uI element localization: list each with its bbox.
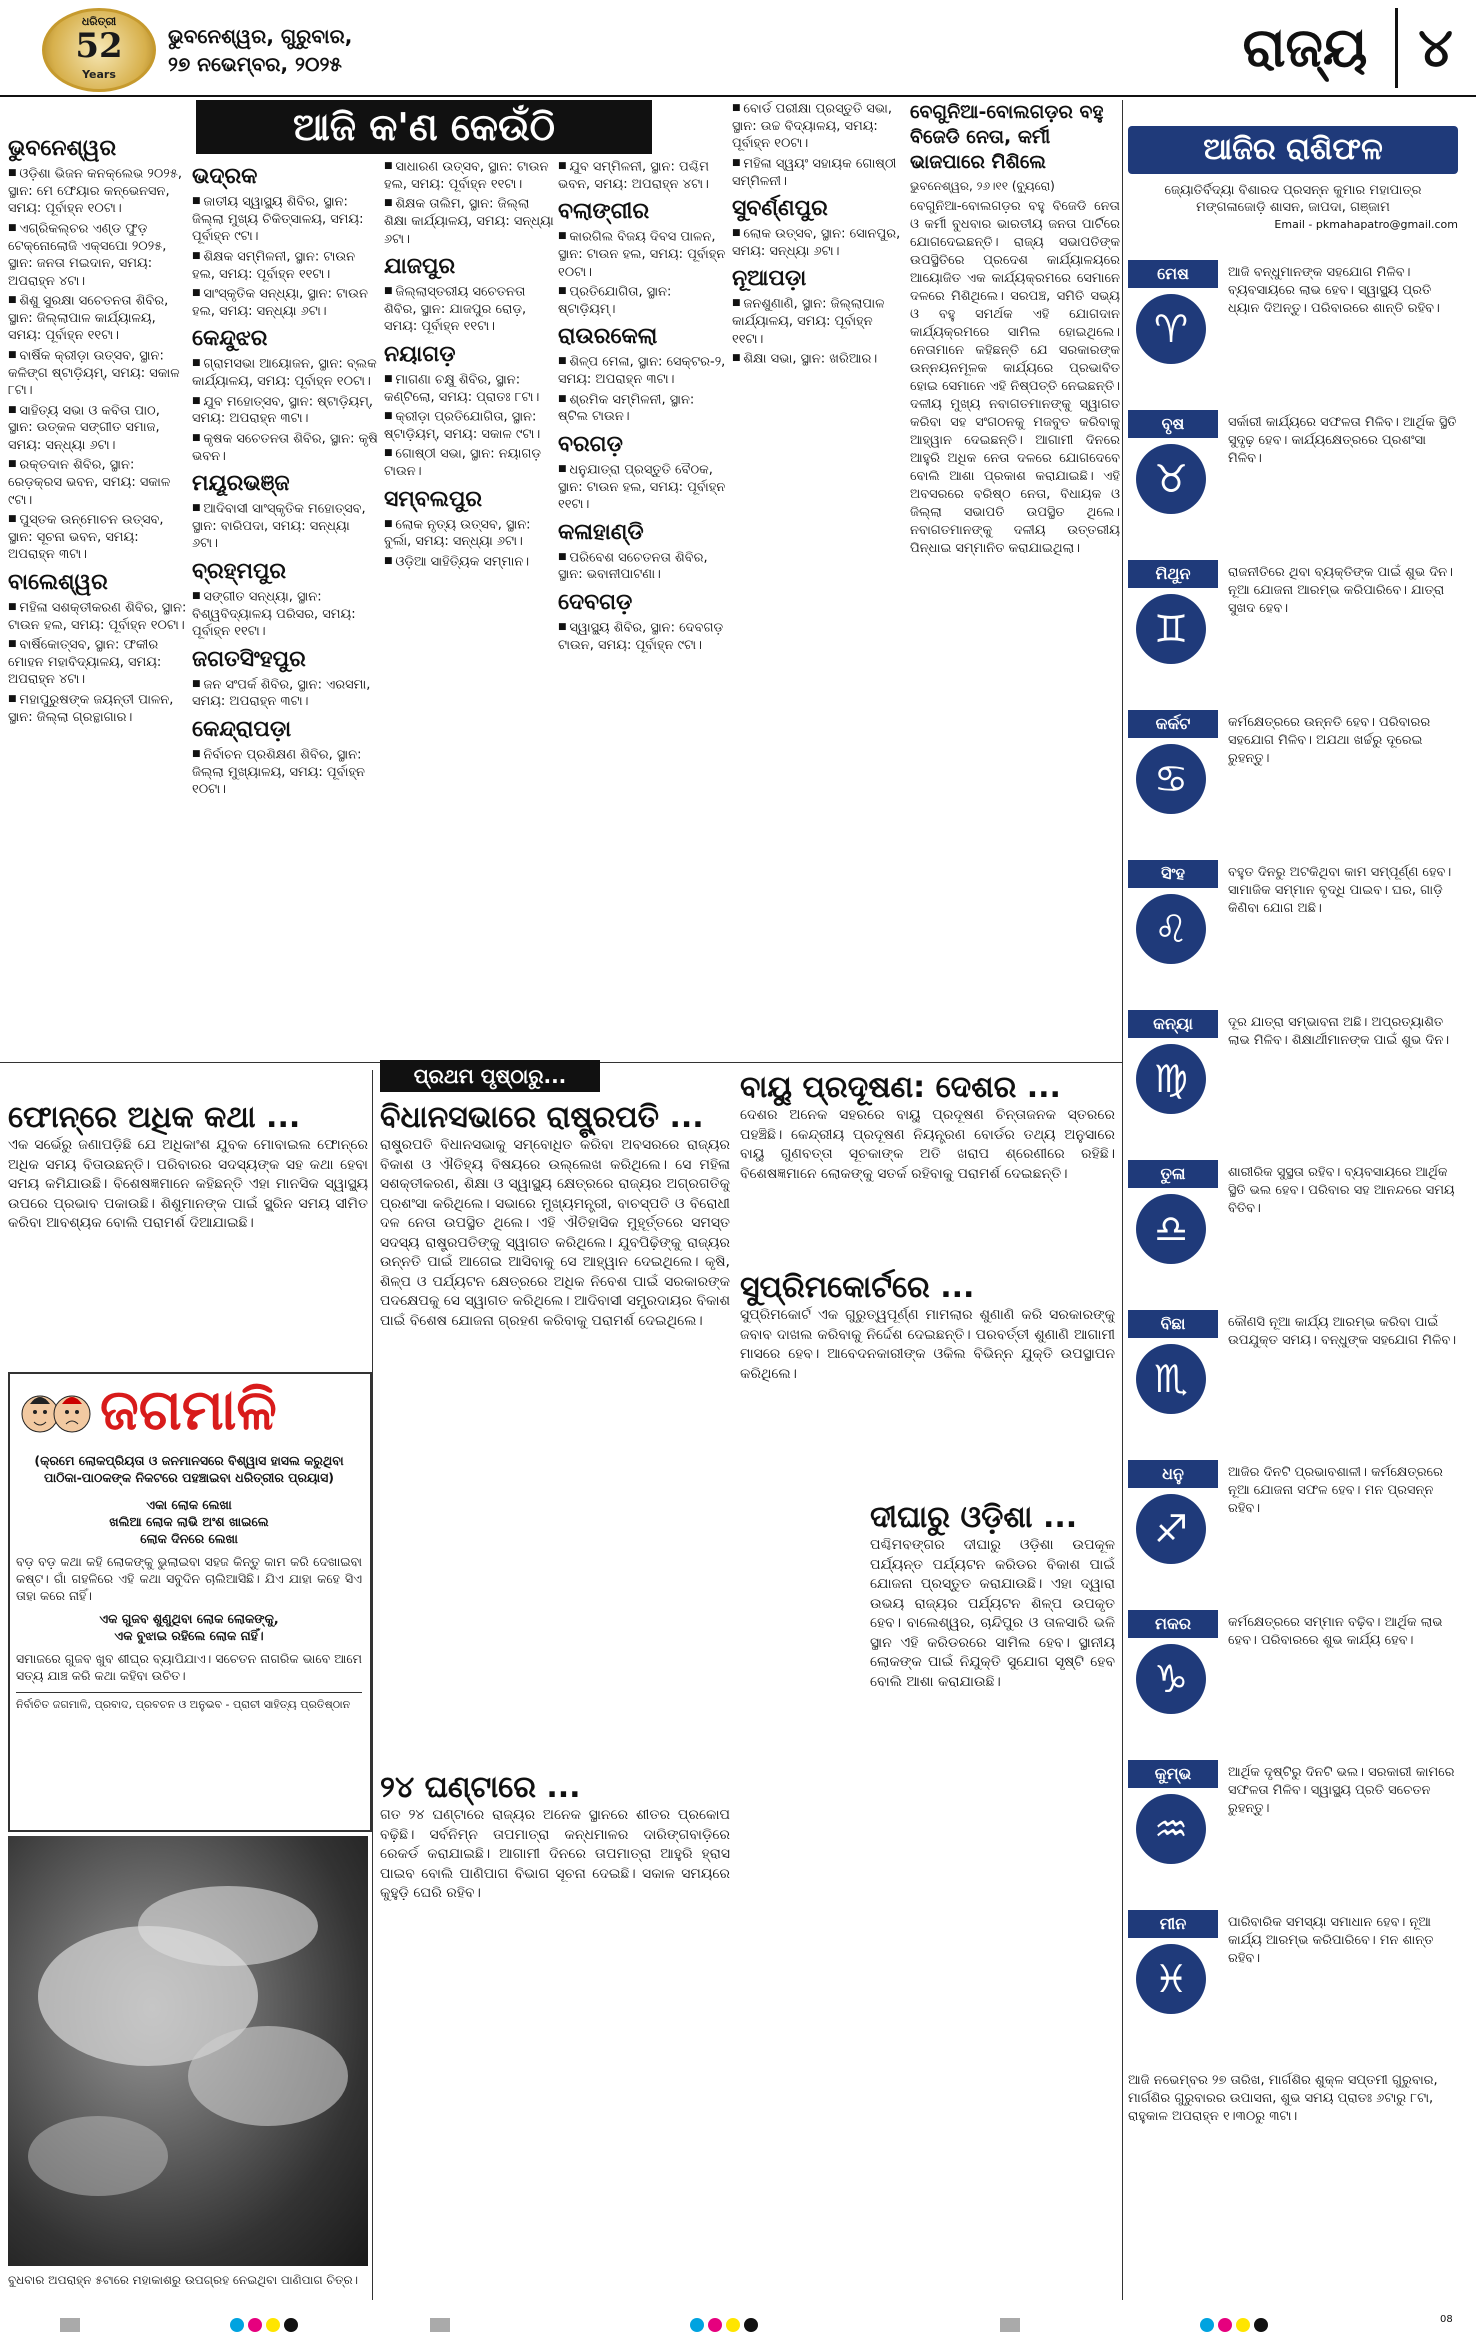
jagamali-credit: ନିର୍ବାଚିତ ଜଗମାଳି, ପ୍ରବାଦ, ପ୍ରବଚନ ଓ ଅନୁଭବ - ପ୍ରାଚୀ ସାହିତ୍ୟ ପ୍ରତିଷ୍ଠାନ [16,1692,362,1713]
zodiac-sign [1128,710,1458,858]
story-air-pollution-body: ଦେଶର ଅନେକ ସହରରେ ବାୟୁ ପ୍ରଦୂଷଣ ଚିନ୍ତାଜନକ ସ୍ତରରେ ପହଞ୍ଚିଛି। କେନ୍ଦ୍ରୀୟ ପ୍ରଦୂଷଣ ନିୟନ୍ତ୍ରଣ ବୋର୍ଡର ତଥ୍ୟ ଅନୁସାରେ ବାୟୁ ଗୁଣବତ୍ତା ସୂଚକାଙ୍କ ଅତି ଖରାପ ଶ୍ରେଣୀରେ ରହିଛି। ବିଶେଷଜ୍ଞମାନେ ଲୋକଙ୍କୁ ସତର୍କ ରହିବାକୁ ପରାମର୍ଶ ଦେଇଛନ୍ତି। [740,1107,1115,1182]
astrologer-block [1128,182,1458,233]
events-district-heading: କେନ୍ଦୁଝର [192,326,268,352]
event-item: ■ ସାଂସ୍କୃତିକ ସନ୍ଧ୍ୟା, ସ୍ଥାନ: ଟାଉନ ହଲ, ସମୟ: ସନ୍ଧ୍ୟା ୬ଟା। [192,285,378,320]
event-item: ■ ମାଗଣା ଚକ୍ଷୁ ଶିବିର, ସ୍ଥାନ: କଣ୍ଟିଲୋ, ସମୟ: ପ୍ରାତଃ ୮ଟା। [384,371,554,406]
events-district-heading: ଜଗତସିଂହପୁର [192,646,306,672]
black-dot [744,2318,758,2332]
story-president-headline: ବିଧାନସଭାରେ ରାଷ୍ଟ୍ରପତି ... [380,1100,704,1135]
events-district-heading: ଭଦ୍ରକ [192,164,258,189]
event-item: ■ ଶିକ୍ଷକ ତାଲିମ, ସ୍ଥାନ: ଜିଲ୍ଲା ଶିକ୍ଷା କାର୍ଯ୍ୟାଳୟ, ସମୟ: ସନ୍ଧ୍ୟା ୬ଟା। [384,195,554,248]
jagamali-line-4: ଏକ ଗୁଜବ ଶୁଣୁଥିବା ଲୋକ ଲୋକଙ୍କୁ, [99,1611,279,1626]
yellow-dot [726,2318,740,2332]
lead-story-dateline: ଭୁବନେଶ୍ୱର, ୨୬।୧୧ (ବ୍ୟୁରୋ) [910,179,1055,193]
jagamali-content [16,1452,362,1822]
event-item: ■ ନିର୍ବାଚନ ପ୍ରଶିକ୍ଷଣ ଶିବିର, ସ୍ଥାନ: ଜିଲ୍ଲା ମୁଖ୍ୟାଳୟ, ସମୟ: ପୂର୍ବାହ୍ନ ୧୦ଟା। [192,746,378,799]
event-item: ■ ସାହିତ୍ୟ ସଭା ଓ କବିତା ପାଠ, ସ୍ଥାନ: ଉତ୍କଳ ସଙ୍ଗୀତ ସମାଜ, ସମୟ: ସନ୍ଧ୍ୟା ୬ଟା। [8,402,188,455]
magenta-dot [248,2318,262,2332]
dateline [168,22,352,78]
zodiac-sign-name: ବିଛା [1128,1310,1218,1338]
registration-square [60,2318,80,2332]
events-column-5 [732,100,902,1060]
zodiac-symbol-icon: ♈ [1136,294,1206,364]
zodiac-symbol-icon: ♐ [1136,1494,1206,1564]
story-president [380,1100,730,1520]
zodiac-sign-name: କର୍କଟ [1128,710,1218,738]
story-phone-headline: ଫୋନ୍‌ରେ ଅଧିକ କଥା ... [8,1100,301,1135]
black-dot [1254,2318,1268,2332]
events-column-1 [8,130,188,1060]
story-24-hours-body: ଗତ ୨୪ ଘଣ୍ଟାରେ ରାଜ୍ୟର ଅନେକ ସ୍ଥାନରେ ଶୀତର ପ୍ରକୋପ ବଢ଼ିଛି। ସର୍ବନିମ୍ନ ତାପମାତ୍ରା କନ୍ଧମାଳର ଦାରିଙ୍ଗବାଡ଼ିରେ ରେକର୍ଡ କରାଯାଇଛି। ଆଗାମୀ ଦିନରେ ତାପମାତ୍ରା ଆହୁରି ହ୍ରାସ ପାଇବ ବୋଲି ପାଣିପାଗ ବିଭାଗ ସୂଚନା ଦେଇଛି। ସକାଳ ସମୟରେ କୁହୁଡ଼ି ଘେରି ରହିବ। [380,1807,730,1901]
events-column-4 [558,158,728,1060]
events-district-heading: ନୟାଗଡ଼ [384,341,456,367]
jagamali-line-5: ଏକ ବୁଝାଇ ରହିଲେ ଲୋକ ନାହିଁ। [114,1628,264,1643]
events-district-heading: ବ୍ରହ୍ମପୁର [192,558,287,584]
story-president-body: ରାଷ୍ଟ୍ରପତି ବିଧାନସଭାକୁ ସମ୍ବୋଧିତ କରିବା ଅବସରରେ ରାଜ୍ୟର ବିକାଶ ଓ ଐତିହ୍ୟ ବିଷୟରେ ଉଲ୍ଲେଖ କରିଥିଲେ। ସେ ମହିଳା ସଶକ୍ତୀକରଣ, ଶିକ୍ଷା ଓ ସ୍ୱାସ୍ଥ୍ୟ କ୍ଷେତ୍ରରେ ରାଜ୍ୟର ଅଗ୍ରଗତିକୁ ପ୍ରଶଂସା କରିଥିଲେ। ସଭାରେ ମୁଖ୍ୟମନ୍ତ୍ରୀ, ବାଚସ୍ପତି ଓ ବିରୋଧୀ ଦଳ ନେତା ଉପସ୍ଥିତ ଥିଲେ। ଏହି ଐତିହାସିକ ମୁହୂର୍ତ୍ତରେ ସମସ୍ତ ସଦସ୍ୟ ରାଷ୍ଟ୍ରପତିଙ୍କୁ ସ୍ୱାଗତ କରିଥିଲେ। ଯୁବପିଢ଼ିଙ୍କୁ ରାଜ୍ୟର ଉନ୍ନତି ପାଇଁ ଆଗେଇ ଆସିବାକୁ ସେ ଆହ୍ୱାନ ଦେଇଥିଲେ। କୃଷି, ଶିଳ୍ପ ଓ ପର୍ଯ୍ୟଟନ କ୍ଷେତ୍ରରେ ଅଧିକ ନିବେଶ ପାଇଁ ସରକାରଙ୍କ ପଦକ୍ଷେପକୁ ସେ ସ୍ୱାଗତ କରିଥିଲେ। ଆଦିବାସୀ ସମ୍ପ୍ରଦାୟର ବିକାଶ ପାଇଁ ବିଶେଷ ଯୋଜନା ଗ୍ରହଣ କରିବାକୁ ପରାମର୍ଶ ଦେଇଥିଲେ। [380,1137,730,1329]
zodiac-sign [1128,1610,1458,1758]
event-item: ■ ବାର୍ଷିକୋତ୍ସବ, ସ୍ଥାନ: ଫକୀର ମୋହନ ମହାବିଦ୍ୟାଳୟ, ସମୟ: ଅପରାହ୍ନ ୪ଟା। [8,636,188,689]
event-item: ■ ଶିଳ୍ପ ମେଳା, ସ୍ଥାନ: ସେକ୍ଟର-୨, ସମୟ: ଅପରାହ୍ନ ୩ଟା। [558,353,728,388]
events-district-heading: ବଲାଙ୍ଗୀର [558,199,650,225]
event-item: ■ ଓଡ଼ିଆ ସାହିତ୍ୟିକ ସମ୍ମାନ। [384,553,554,571]
zodiac-sign [1128,260,1458,408]
zodiac-sign [1128,1160,1458,1308]
zodiac-symbol-icon: ♌ [1136,894,1206,964]
lead-story [910,100,1120,1060]
event-item: ■ ପୁସ୍ତକ ଉନ୍ମୋଚନ ଉତ୍ସବ, ସ୍ଥାନ: ସୂଚନା ଭବନ, ସମୟ: ଅପରାହ୍ନ ୩ଟା। [8,511,188,564]
zodiac-sign-name: ଧନୁ [1128,1460,1218,1488]
rule-right [1122,100,1123,2300]
astrologer-name: ଜ୍ୟୋତିର୍ବିଦ୍ୟା ବିଶାରଦ ପ୍ରସନ୍ନ କୁମାର ମହାପାତ୍ର [1164,183,1422,198]
event-item: ■ ଆଦିବାସୀ ସାଂସ୍କୃତିକ ମହୋତ୍ସବ, ସ୍ଥାନ: ବାରିପଦା, ସମୟ: ସନ୍ଧ୍ୟା ୬ଟା। [192,500,378,553]
lead-story-headline: ବେଗୁନିଆ-ବୋଲଗଡ଼ର ବହୁ ବିଜେଡି ନେତା, କର୍ମୀ ଭାଜପାରେ ମିଶିଲେ [910,101,1104,173]
event-item: ■ କୃଷକ ସଚେତନତା ଶିବିର, ସ୍ଥାନ: କୃଷି ଭବନ। [192,430,378,465]
events-district-heading: କେନ୍ଦ୍ରାପଡ଼ା [192,716,292,742]
satellite-weather-image [8,1836,368,2266]
panjika: ଆଜି ନଭେମ୍ବର ୨୭ ତାରିଖ, ମାର୍ଗଶିର ଶୁକ୍ଳ ସପ୍ତମୀ ଗୁରୁବାର, ମାର୍ଗଶିର ଗୁରୁବାରର ଉପାସନା, ଶୁଭ ସମୟ ପ୍ରାତଃ ୬ଟାରୁ ୮ଟା, ରାହୁକାଳ ଅପରାହ୍ନ ୧।୩୦ରୁ ୩ଟା। [1128,2073,1438,2124]
zodiac-prediction: ଆଜିର ଦିନଟି ପ୍ରଭାବଶାଳୀ। କର୍ମକ୍ଷେତ୍ରରେ ନୂଆ ଯୋଜନା ସଫଳ ହେବ। ମନ ପ୍ରସନ୍ନ ରହିବ। [1228,1465,1443,1516]
jagamali-line-2: ଖଲିଆ ଲୋକ ଲାଭି ଅଂଶ ଖାଇଲେ [109,1514,269,1529]
events-district-heading: ଭୁବନେଶ୍ୱର [8,136,117,161]
story-air-pollution [740,1070,1115,1260]
rule-left [372,1070,373,2300]
event-item: ■ ଶିଶୁ ସୁରକ୍ଷା ସଚେତନତା ଶିବିର, ସ୍ଥାନ: ଜିଲ୍ଲାପାଳ କାର୍ଯ୍ୟାଳୟ, ସମୟ: ପୂର୍ବାହ୍ନ ୧୧ଟା। [8,292,188,345]
event-item: ■ ବୋର୍ଡ ପରୀକ୍ଷା ପ୍ରସ୍ତୁତି ସଭା, ସ୍ଥାନ: ଉଚ୍ଚ ବିଦ୍ୟାଳୟ, ସମୟ: ପୂର୍ବାହ୍ନ ୧୦ଟା। [732,100,902,153]
zodiac-sign [1128,560,1458,708]
logo-number: 52 [75,26,123,66]
event-item: ■ ସଙ୍ଗୀତ ସନ୍ଧ୍ୟା, ସ୍ଥାନ: ବିଶ୍ୱବିଦ୍ୟାଳୟ ପରିସର, ସମୟ: ପୂର୍ବାହ୍ନ ୧୧ଟା। [192,588,378,641]
event-item: ■ ମହିଳା ସଶକ୍ତୀକରଣ ଶିବିର, ସ୍ଥାନ: ଟାଉନ ହଲ, ସମୟ: ପୂର୍ବାହ୍ନ ୧୦ଟା। [8,599,188,634]
zodiac-symbol-icon: ♓ [1136,1944,1206,2014]
footer-page-code: 08 [1440,2314,1453,2325]
jagamali-body-2: ସମାଜରେ ଗୁଜବ ଖୁବ ଶୀଘ୍ର ବ୍ୟାପିଯାଏ। ସଚେତନ ନାଗରିକ ଭାବେ ଆମେ ସତ୍ୟ ଯାଞ୍ଚ କରି କଥା କହିବା ଉଚିତ। [16,1651,362,1683]
event-item: ■ କ୍ରୀଡ଼ା ପ୍ରତିଯୋଗିତା, ସ୍ଥାନ: ଷ୍ଟାଡ଼ିୟମ୍, ସମୟ: ସକାଳ ୯ଟା। [384,408,554,443]
event-item: ■ ସାଧାରଣ ଉତ୍ସବ, ସ୍ଥାନ: ଟାଉନ ହଲ, ସମୟ: ପୂର୍ବାହ୍ନ ୧୧ଟା। [384,158,554,193]
dateline-date: ୨୭ ନଭେମ୍ବର, ୨୦୨୫ [168,52,342,76]
registration-square [1000,2318,1020,2332]
zodiac-prediction: ବହୁତ ଦିନରୁ ଅଟକିଥିବା କାମ ସମ୍ପୂର୍ଣ୍ଣ ହେବ। ସାମାଜିକ ସମ୍ମାନ ବୃଦ୍ଧି ପାଇବ। ଘର, ଗାଡ଼ି କିଣିବା ଯୋଗ ଅଛି। [1228,865,1452,916]
zodiac-prediction: ଶାରୀରିକ ସୁସ୍ଥତା ରହିବ। ବ୍ୟବସାୟରେ ଆର୍ଥିକ ସ୍ଥିତି ଭଲ ହେବ। ପରିବାର ସହ ଆନନ୍ଦରେ ସମୟ ବିତିବ। [1228,1165,1455,1216]
event-item: ■ ରକ୍ତଦାନ ଶିବିର, ସ୍ଥାନ: ରେଡ଼କ୍ରସ ଭବନ, ସମୟ: ସକାଳ ୯ଟା। [8,456,188,509]
zodiac-symbol-icon: ♑ [1136,1644,1206,1714]
jagamali-body: ବଡ଼ ବଡ଼ କଥା କହି ଲୋକଙ୍କୁ ଭୁଲାଇବା ସହଜ କିନ୍ତୁ କାମ କରି ଦେଖାଇବା କଷ୍ଟ। ଗାଁ ଗହଳିରେ ଏହି କଥା ସବୁଦିନ ଚାଲିଆସିଛି। ଯିଏ ଯାହା କହେ ସିଏ ତାହା କରେ ନାହିଁ। [16,1554,362,1603]
cyan-dot [230,2318,244,2332]
yellow-dot [266,2318,280,2332]
zodiac-sign-name: ତୁଳା [1128,1160,1218,1188]
black-dot [284,2318,298,2332]
event-item: ■ ଗୋଷ୍ଠୀ ସଭା, ସ୍ଥାନ: ନୟାଗଡ଼ ଟାଉନ। [384,445,554,480]
zodiac-sign-name: କୁମ୍ଭ [1128,1760,1218,1788]
zodiac-prediction: ଦୂର ଯାତ୍ରା ସମ୍ଭାବନା ଅଛି। ଅପ୍ରତ୍ୟାଶିତ ଲାଭ ମିଳିବ। ଶିକ୍ଷାର୍ଥୀମାନଙ୍କ ପାଇଁ ଶୁଭ ଦିନ। [1228,1015,1450,1048]
zodiac-sign [1128,1760,1458,1908]
print-footer [0,2310,1476,2339]
event-item: ■ ମହିଳା ସ୍ୱୟଂ ସହାୟକ ଗୋଷ୍ଠୀ ସମ୍ମିଳନୀ। [732,155,902,190]
jagamali-cartoon [16,1384,96,1450]
logo-sub: Years [82,68,116,81]
zodiac-symbol-icon: ♒ [1136,1794,1206,1864]
zodiac-symbol-icon: ♏ [1136,1344,1206,1414]
anniversary-logo [42,8,156,92]
event-item: ■ ଧନୁଯାତ୍ରା ପ୍ରସ୍ତୁତି ବୈଠକ, ସ୍ଥାନ: ଟାଉନ ହଲ, ସମୟ: ପୂର୍ବାହ୍ନ ୧୧ଟା। [558,461,728,514]
zodiac-prediction: କର୍ମକ୍ଷେତ୍ରରେ ଉନ୍ନତି ହେବ। ପରିବାରର ସହଯୋଗ ମିଳିବ। ଅଯଥା ଖର୍ଚ୍ଚରୁ ଦୂରେଇ ରୁହନ୍ତୁ। [1228,715,1431,766]
event-item: ■ ଲୋକ ଉତ୍ସବ, ସ୍ଥାନ: ସୋନପୁର, ସମୟ: ସନ୍ଧ୍ୟା ୬ଟା। [732,225,902,260]
event-item: ■ ଶିକ୍ଷା ସଭା, ସ୍ଥାନ: ଖରିଆର। [732,350,902,368]
satellite-caption: ବୁଧବାର ଅପରାହ୍ନ ୫ଟାରେ ମହାକାଶରୁ ଉପଗ୍ରହ ନେଇଥିବା ପାଣିପାଗ ଚିତ୍ର। [8,2273,358,2287]
events-district-heading: ମୟୂରଭଞ୍ଜ [192,471,290,496]
masthead [0,0,1476,97]
story-24-hours [380,1770,730,2290]
astrologer-email: Email - pkmahapatro@gmail.com [1274,218,1458,231]
magenta-dot [708,2318,722,2332]
zodiac-sign [1128,1910,1458,2058]
event-item: ■ ଗ୍ରାମସଭା ଆୟୋଜନ, ସ୍ଥାନ: ବ୍ଲକ କାର୍ଯ୍ୟାଳୟ, ସମୟ: ପୂର୍ବାହ୍ନ ୧୦ଟା। [192,355,378,390]
events-district-heading: ସୁବର୍ଣ୍ଣପୁର [732,196,828,221]
events-district-heading: ଦେବଗଡ଼ [558,589,633,615]
event-item: ■ ଓଡ଼ିଶା ଭିଜନ କନକ୍ଲେଭ ୨୦୨୫, ସ୍ଥାନ: ମେ ଫେୟାର କନ୍ଭେନସନ, ସମୟ: ପୂର୍ବାହ୍ନ ୧୦ଟା। [8,165,188,218]
zodiac-symbol-icon: ♍ [1136,1044,1206,1114]
story-supreme-court [740,1270,1115,1470]
story-supreme-court-body: ସୁପ୍ରିମକୋର୍ଟ ଏକ ଗୁରୁତ୍ୱପୂର୍ଣ୍ଣ ମାମଲାର ଶୁଣାଣି କରି ସରକାରଙ୍କୁ ଜବାବ ଦାଖଲ କରିବାକୁ ନିର୍ଦ୍ଦେଶ ଦେଇଛନ୍ତି। ପରବର୍ତ୍ତୀ ଶୁଣାଣି ଆଗାମୀ ମାସରେ ହେବ। ଆବେଦନକାରୀଙ୍କ ଓକିଲ ବିଭିନ୍ନ ଯୁକ୍ତି ଉପସ୍ଥାପନ କରିଥିଲେ। [740,1307,1115,1382]
story-phone [8,1100,368,1366]
zodiac-prediction: ପାରିବାରିକ ସମସ୍ୟା ସମାଧାନ ହେବ। ନୂଆ କାର୍ଯ୍ୟ ଆରମ୍ଭ କରିପାରିବେ। ମନ ଶାନ୍ତ ରହିବ। [1228,1915,1434,1966]
zodiac-sign-name: ବୃଷ [1128,410,1218,438]
zodiac-symbol-icon: ♋ [1136,744,1206,814]
event-item: ■ ଏଗ୍ରିକଲ୍ଚର ଏଣ୍ଡ ଫୁଡ଼ ଟେକ୍ନୋଲୋଜି ଏକ୍ସପୋ ୨୦୨୫, ସ୍ଥାନ: ଜନତା ମଇଦାନ, ସମୟ: ଅପରାହ୍ନ ୪ଟା। [8,220,188,290]
events-district-heading: ସମ୍ବଲପୁର [384,486,483,512]
page-title: ରାଜ୍ୟ [1220,8,1390,88]
zodiac-sign [1128,1460,1458,1608]
zodiac-sign-name: କନ୍ୟା [1128,1010,1218,1038]
lead-story-body: ବେଗୁନିଆ-ବୋଲଗଡ଼ର ବହୁ ବିଜେଡି ନେତା ଓ କର୍ମୀ ବୁଧବାର ଭାରତୀୟ ଜନତା ପାର୍ଟିରେ ଯୋଗଦେଇଛନ୍ତି। ରାଜ୍ୟ ସଭାପତିଙ୍କ ଉପସ୍ଥିତିରେ ପ୍ରଦେଶ କାର୍ଯ୍ୟାଳୟରେ ଆୟୋଜିତ ଏକ କାର୍ଯ୍ୟକ୍ରମରେ ସେମାନେ ଦଳରେ ମିଶିଥିଲେ। ସରପଞ୍ଚ, ସମିତି ସଭ୍ୟ ଓ ବହୁ ସମର୍ଥକ ଏହି ଯୋଗଦାନ କାର୍ଯ୍ୟକ୍ରମରେ ସାମିଲ ହୋଇଥିଲେ। ନେତାମାନେ କହିଛନ୍ତି ଯେ ସରକାରଙ୍କ ଉନ୍ନୟନମୂଳକ କାର୍ଯ୍ୟରେ ପ୍ରଭାବିତ ହୋଇ ସେମାନେ ଏହି ନିଷ୍ପତ୍ତି ନେଇଛନ୍ତି। ଦଳୀୟ ମୁଖ୍ୟ ନବାଗତମାନଙ୍କୁ ସ୍ୱାଗତ କରିବା ସହ ସଂଗଠନକୁ ମଜବୁତ କରିବାକୁ ଆହ୍ୱାନ ଦେଇଛନ୍ତି। ଆଗାମୀ ଦିନରେ ଆହୁରି ଅଧିକ ନେତା ଦଳରେ ଯୋଗଦେବେ ବୋଲି ଆଶା ପ୍ରକାଶ କରାଯାଇଛି। ଏହି ଅବସରରେ ବରିଷ୍ଠ ନେତା, ବିଧାୟକ ଓ ଜିଲ୍ଲା ସଭାପତି ଉପସ୍ଥିତ ଥିଲେ। ନବାଗତମାନଙ୍କୁ ଦଳୀୟ ଉତ୍ତରୀୟ ପିନ୍ଧାଇ ସମ୍ମାନିତ କରାଯାଇଥିଲା। [910,199,1120,556]
events-district-heading: ବରଗଡ଼ [558,431,623,457]
event-item: ■ ଯୁବ ମହୋତ୍ସବ, ସ୍ଥାନ: ଷ୍ଟାଡ଼ିୟମ୍, ସମୟ: ଅପରାହ୍ନ ୩ଟା। [192,393,378,428]
event-item: ■ ଜନଶୁଣାଣି, ସ୍ଥାନ: ଜିଲ୍ଲାପାଳ କାର୍ଯ୍ୟାଳୟ, ସମୟ: ପୂର୍ବାହ୍ନ ୧୧ଟା। [732,295,902,348]
event-item: ■ ଶିକ୍ଷକ ସମ୍ମିଳନୀ, ସ୍ଥାନ: ଟାଉନ ହଲ, ସମୟ: ପୂର୍ବାହ୍ନ ୧୧ଟା। [192,248,378,283]
event-item: ■ ଜିଲ୍ଲାସ୍ତରୀୟ ସଚେତନତା ଶିବିର, ସ୍ଥାନ: ଯାଜପୁର ରୋଡ଼, ସମୟ: ପୂର୍ବାହ୍ନ ୧୧ଟା। [384,283,554,336]
magenta-dot [1218,2318,1232,2332]
zodiac-prediction: କୌଣସି ନୂଆ କାର୍ଯ୍ୟ ଆରମ୍ଭ କରିବା ପାଇଁ ଉପଯୁକ୍ତ ସମୟ। ବନ୍ଧୁଙ୍କ ସହଯୋଗ ମିଳିବ। [1228,1315,1457,1348]
zodiac-sign [1128,1310,1458,1458]
zodiac-symbol-icon: ♊ [1136,594,1206,664]
yellow-dot [1236,2318,1250,2332]
event-item: ■ ମହାପୁରୁଷଙ୍କ ଜୟନ୍ତୀ ପାଳନ, ସ୍ଥାନ: ଜିଲ୍ଲା ଗ୍ରନ୍ଥାଗାର। [8,691,188,726]
rashifal-title: ଆଜିର ରାଶିଫଳ [1128,126,1458,174]
story-digha [870,1500,1115,2290]
cyan-dot [1200,2318,1214,2332]
zodiac-sign-name: ସିଂହ [1128,860,1218,888]
events-district-heading: ନୂଆପଡ଼ା [732,266,807,292]
dateline-city-day: ଭୁବନେଶ୍ୱର, ଗୁରୁବାର, [168,24,353,48]
page-number: ୪ [1395,8,1473,88]
event-item: ■ ଶ୍ରମିକ ସମ୍ମିଳନୀ, ସ୍ଥାନ: ଷ୍ଟିଲ ଟାଉନ। [558,391,728,426]
events-district-heading: ବାଲେଶ୍ୱର [8,569,108,595]
events-district-heading: ଯାଜପୁର [384,254,456,279]
story-digha-headline: ଦୀଘାରୁ ଓଡ଼ିଶା ... [870,1500,1078,1535]
cyan-dot [690,2318,704,2332]
zodiac-prediction: ଆର୍ଥିକ ଦୃଷ୍ଟିରୁ ଦିନଟି ଭଲ। ସରକାରୀ କାମରେ ସଫଳତା ମିଳିବ। ସ୍ୱାସ୍ଥ୍ୟ ପ୍ରତି ସଚେତନ ରୁହନ୍ତୁ। [1228,1765,1455,1816]
astrologer-address: ମଙ୍ଗଳାଜୋଡ଼ି ଶାସନ, ଜାପଦା, ଗଞ୍ଜାମ [1196,200,1390,215]
events-district-heading: ରାଉରକେଲା [558,324,658,350]
zodiac-sign-name: ମୀନ [1128,1910,1218,1938]
events-column-3 [384,158,554,1060]
registration-square [430,2318,450,2332]
event-item: ■ ଯୁବ ସମ୍ମିଳନୀ, ସ୍ଥାନ: ପଶ୍ଚିମ ଭବନ, ସମୟ: ଅପରାହ୍ନ ୪ଟା। [558,158,728,193]
zodiac-prediction: ଆଜି ବନ୍ଧୁମାନଙ୍କ ସହଯୋଗ ମିଳିବ। ବ୍ୟବସାୟରେ ଲାଭ ହେବ। ସ୍ୱାସ୍ଥ୍ୟ ପ୍ରତି ଧ୍ୟାନ ଦିଅନ୍ତୁ। ପରିବାରରେ ଶାନ୍ତି ରହିବ। [1228,265,1440,316]
event-item: ■ କାରଗିଲ ବିଜୟ ଦିବସ ପାଳନ, ସ୍ଥାନ: ଟାଉନ ହଲ, ସମୟ: ପୂର୍ବାହ୍ନ ୧୦ଟା। [558,228,728,281]
zodiac-sign [1128,410,1458,558]
zodiac-prediction: ସର୍କାରୀ କାର୍ଯ୍ୟରେ ସଫଳତା ମିଳିବ। ଆର୍ଥିକ ସ୍ଥିତି ସୁଦୃଢ଼ ହେବ। କାର୍ଯ୍ୟକ୍ଷେତ୍ରରେ ପ୍ରଶଂସା ମିଳିବ। [1228,415,1457,466]
events-column-2 [192,158,378,1060]
event-item: ■ ପ୍ରତିଯୋଗିତା, ସ୍ଥାନ: ଷ୍ଟାଡ଼ିୟମ୍। [558,283,728,318]
zodiac-prediction: କର୍ମକ୍ଷେତ୍ରରେ ସମ୍ମାନ ବଢ଼ିବ। ଆର୍ଥିକ ଲାଭ ହେବ। ପରିବାରରେ ଶୁଭ କାର୍ଯ୍ୟ ହେବ। [1228,1615,1443,1648]
logo-name: ଧରିତ୍ରୀ [81,15,117,28]
event-item: ■ ଜନ ସଂପର୍କ ଶିବିର, ସ୍ଥାନ: ଏରସମା, ସମୟ: ଅପରାହ୍ନ ୩ଟା। [192,676,378,711]
events-banner: ଆଜି କ'ଣ କେଉଁଠି [196,100,652,154]
event-item: ■ ଜାତୀୟ ସ୍ୱାସ୍ଥ୍ୟ ଶିବିର, ସ୍ଥାନ: ଜିଲ୍ଲା ମୁଖ୍ୟ ଚିକିତ୍ସାଳୟ, ସମୟ: ପୂର୍ବାହ୍ନ ୯ଟା। [192,193,378,246]
story-digha-body: ପଶ୍ଚିମବଙ୍ଗର ଦୀଘାରୁ ଓଡ଼ିଶା ଉପକୂଳ ପର୍ଯ୍ୟନ୍ତ ପର୍ଯ୍ୟଟନ କରିଡର ବିକାଶ ପାଇଁ ଯୋଜନା ପ୍ରସ୍ତୁତ କରାଯାଉଛି। ଏହା ଦ୍ୱାରା ଉଭୟ ରାଜ୍ୟର ପର୍ଯ୍ୟଟନ ଶିଳ୍ପ ଉପକୃତ ହେବ। ବାଲେଶ୍ୱର, ଚାନ୍ଦିପୁର ଓ ତାଳସାରି ଭଳି ସ୍ଥାନ ଏହି କରିଡରରେ ସାମିଲ ହେବ। ସ୍ଥାନୀୟ ଲୋକଙ୍କ ପାଇଁ ନିଯୁକ୍ତି ସୁଯୋଗ ସୃଷ୍ଟି ହେବ ବୋଲି ଆଶା କରାଯାଉଛି। [870,1537,1115,1690]
front-page-continued-banner: ପ୍ରଥମ ପୃଷ୍ଠାରୁ... [380,1060,600,1092]
story-air-pollution-headline: ବାୟୁ ପ୍ରଦୂଷଣ: ଦେଶର ... [740,1070,1061,1105]
event-item: ■ ପରିବେଶ ସଚେତନତା ଶିବିର, ସ୍ଥାନ: ଭବାନୀପାଟଣା। [558,549,728,584]
jagamali-title: ଜଗମାଳି [100,1378,277,1443]
story-24-hours-headline: ୨୪ ଘଣ୍ଟାରେ ... [380,1770,581,1805]
zodiac-sign-name: ମିଥୁନ [1128,560,1218,588]
event-item: ■ ଲୋକ ନୃତ୍ୟ ଉତ୍ସବ, ସ୍ଥାନ: ବୁର୍ଲା, ସମୟ: ସନ୍ଧ୍ୟା ୬ଟା। [384,516,554,551]
zodiac-prediction: ରାଜନୀତିରେ ଥିବା ବ୍ୟକ୍ତିଙ୍କ ପାଇଁ ଶୁଭ ଦିନ। ନୂଆ ଯୋଜନା ଆରମ୍ଭ କରିପାରିବେ। ଯାତ୍ରା ସୁଖଦ ହେବ। [1228,565,1453,616]
jagamali-subtitle: (କ୍ରମେ ଲୋକପ୍ରିୟତା ଓ ଜନମାନସରେ ବିଶ୍ୱାସ ହାସଲ କରୁଥିବା ପାଠିକା-ପାଠକଙ୍କ ନିକଟରେ ପହଞ୍ଚାଇବା ଧରିତ୍ରୀର ପ୍ରୟାସ) [34,1453,344,1485]
jagamali-line-1: ଏକା ଲୋକ ଲେଖା [146,1497,232,1512]
zodiac-sign-name: ମକର [1128,1610,1218,1638]
zodiac-symbol-icon: ♎ [1136,1194,1206,1264]
story-phone-body: ଏକ ସର୍ଭେରୁ ଜଣାପଡ଼ିଛି ଯେ ଅଧିକାଂଶ ଯୁବକ ମୋବାଇଲ ଫୋନ୍‌ରେ ଅଧିକ ସମୟ ବିତାଉଛନ୍ତି। ପରିବାରର ସଦସ୍ୟଙ୍କ ସହ କଥା ହେବା ସମୟ କମିଯାଉଛି। ବିଶେଷଜ୍ଞମାନେ କହିଛନ୍ତି ଏହା ମାନସିକ ସ୍ୱାସ୍ଥ୍ୟ ଉପରେ ପ୍ରଭାବ ପକାଉଛି। ଶିଶୁମାନଙ୍କ ପାଇଁ ସ୍କ୍ରିନ ସମୟ ସୀମିତ କରିବା ଆବଶ୍ୟକ ବୋଲି ପରାମର୍ଶ ଦିଆଯାଇଛି। [8,1137,368,1231]
story-supreme-court-headline: ସୁପ୍ରିମକୋର୍ଟରେ ... [740,1270,975,1305]
zodiac-sign-name: ମେଷ [1128,260,1218,288]
zodiac-sign [1128,1010,1458,1158]
jagamali-line-3: ଲୋକ ଦିନରେ ଲେଖା [140,1531,238,1546]
zodiac-symbol-icon: ♉ [1136,444,1206,514]
event-item: ■ ସ୍ୱାସ୍ଥ୍ୟ ଶିବିର, ସ୍ଥାନ: ଦେବଗଡ଼ ଟାଉନ, ସମୟ: ପୂର୍ବାହ୍ନ ୯ଟା। [558,619,728,654]
events-district-heading: କଳାହାଣ୍ଡି [558,519,644,545]
zodiac-sign [1128,860,1458,1008]
event-item: ■ ବାର୍ଷିକ କ୍ରୀଡ଼ା ଉତ୍ସବ, ସ୍ଥାନ: କଳିଙ୍ଗ ଷ୍ଟାଡ଼ିୟମ୍, ସମୟ: ସକାଳ ୮ଟା। [8,347,188,400]
